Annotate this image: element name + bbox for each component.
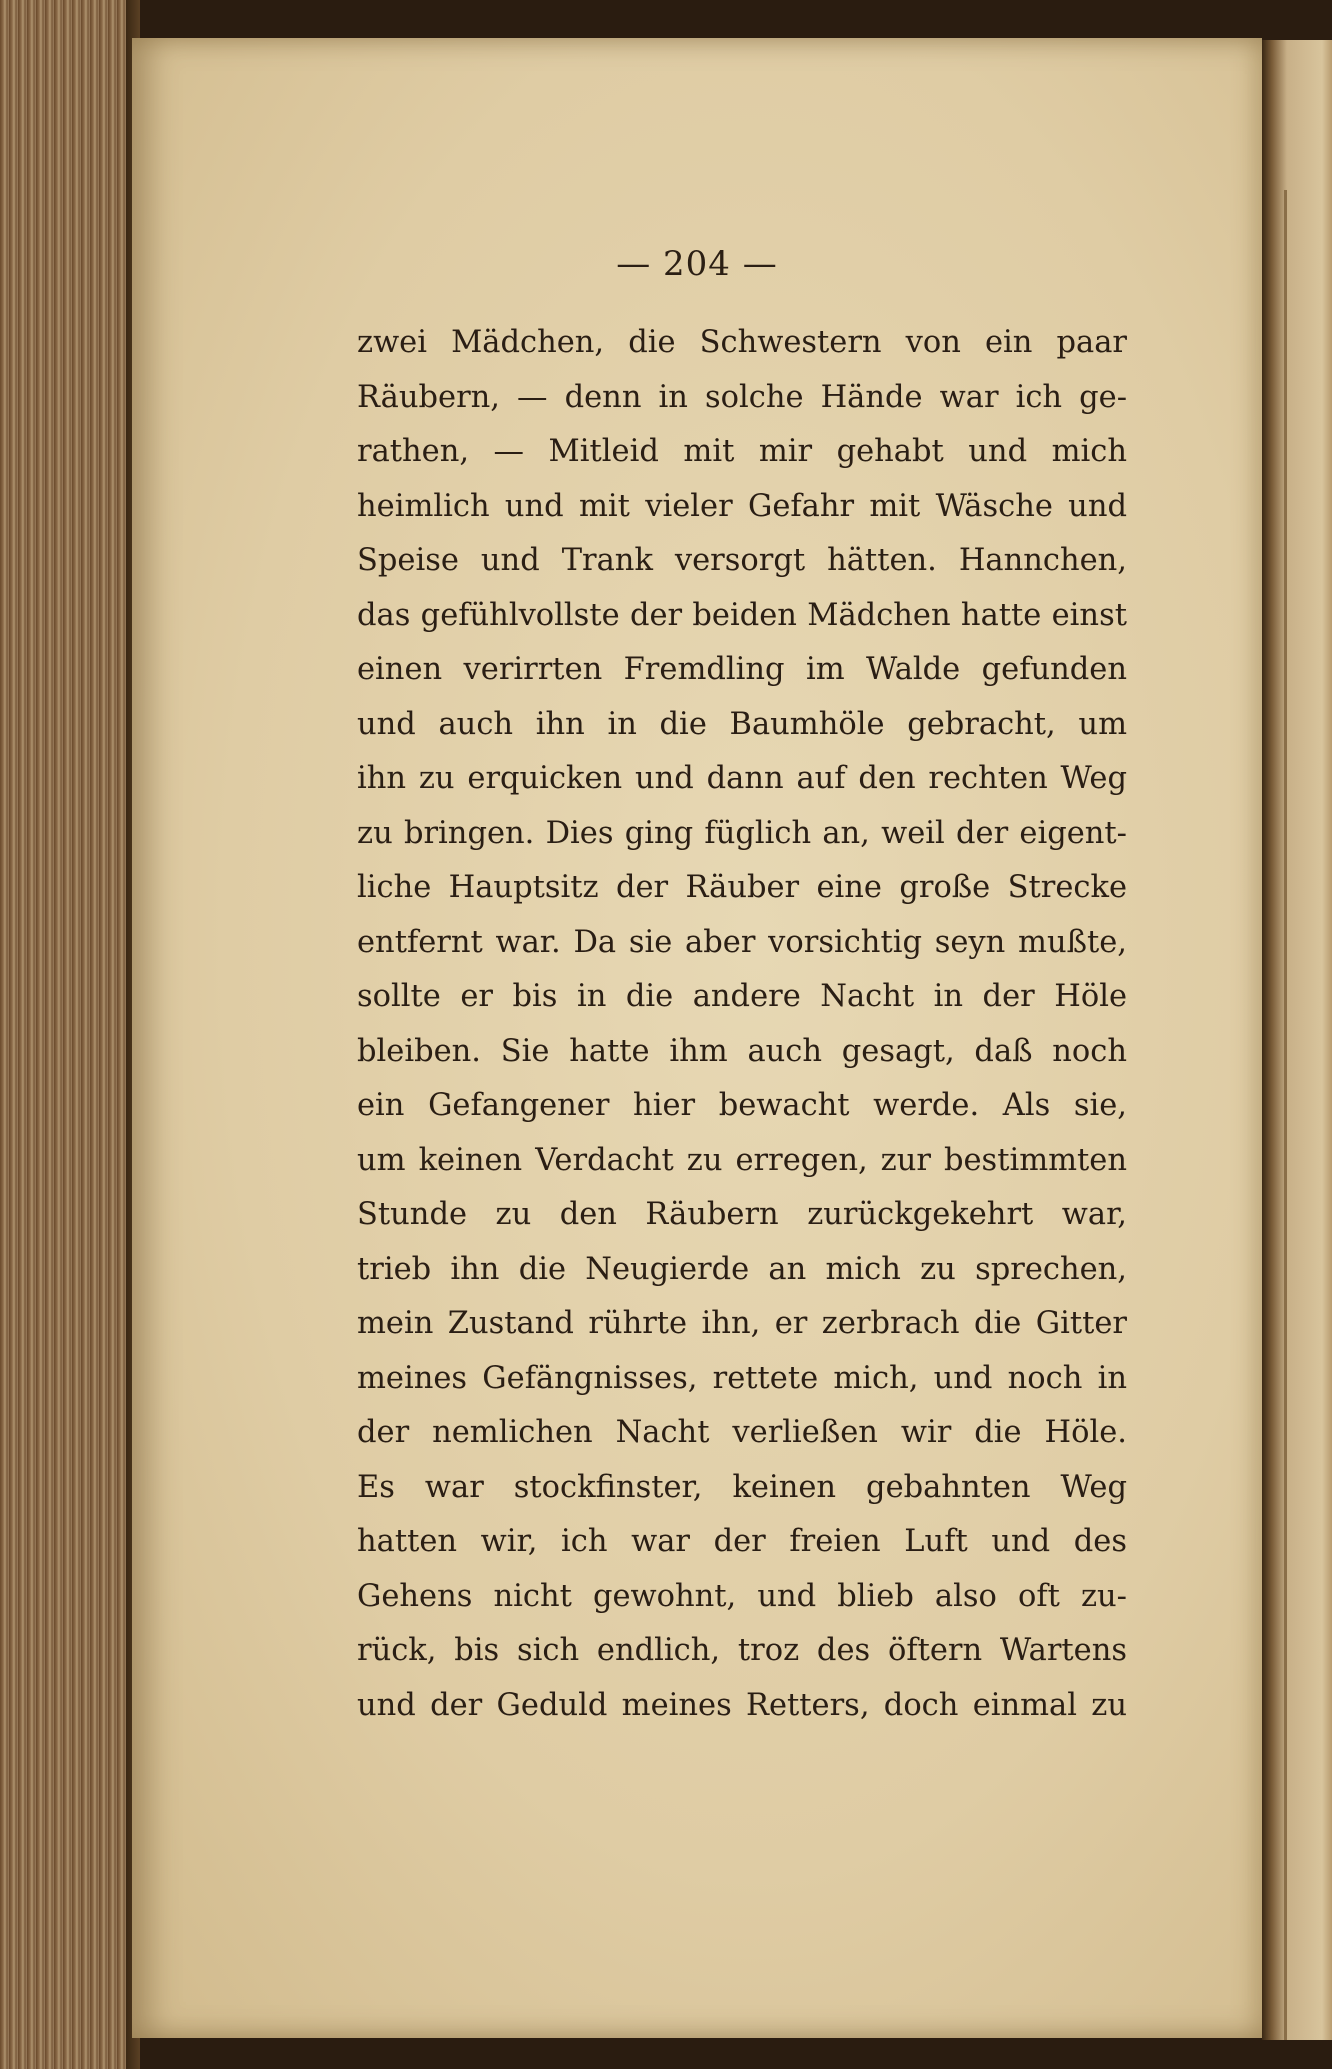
text-line: Stunde zu den Räubern zurückgekehrt war, <box>357 1197 1127 1232</box>
text-line: Räubern, — denn in solche Hände war ich ge- <box>357 379 1127 415</box>
right-page-edge <box>1262 40 1332 2040</box>
text-line: Es war stockfinster, keinen gebahnten Weg <box>357 1469 1127 1505</box>
text-line: einen verirrten Fremdling im Walde gefunden <box>357 652 1127 687</box>
text-line: ihn zu erquicken und dann auf den rechten Weg <box>357 761 1127 796</box>
text-line: entfernt war. Da sie aber vorsichtig seyn mußte, <box>357 924 1127 960</box>
text-line: rathen, — Mitleid mit mir gehabt und mich <box>357 434 1127 469</box>
text-line: um keinen Verdacht zu erregen, zur bestimmten <box>357 1142 1127 1178</box>
text-line: liche Hauptsitz der Räuber eine große Strecke <box>357 870 1127 905</box>
page-number: — 204 — <box>616 244 778 284</box>
text-line: zwei Mädchen, die Schwestern von ein paar <box>357 325 1127 360</box>
text-line: der nemlichen Nacht verließen wir die Höle. <box>357 1415 1127 1450</box>
text-line: Gehens nicht gewohnt, und blieb also oft zu- <box>357 1578 1127 1614</box>
text-line: mein Zustand rührte ihn, er zerbrach die Gitter <box>357 1306 1127 1341</box>
text-line: und der Geduld meines Retters, doch einmal zu <box>357 1687 1127 1723</box>
text-line: zu bringen. Dies ging füglich an, weil der eigent- <box>357 815 1127 851</box>
text-line: trieb ihn die Neugierde an mich zu sprechen, <box>357 1251 1127 1287</box>
text-line: heimlich und mit vieler Gefahr mit Wäsche und <box>357 488 1127 524</box>
text-line: das gefühlvollste der beiden Mädchen hatte einst <box>357 597 1127 633</box>
book-page <box>132 38 1262 2038</box>
text-line: bleiben. Sie hatte ihm auch gesagt, daß noch <box>357 1033 1127 1069</box>
text-line: und auch ihn in die Baumhöle gebracht, um <box>357 706 1127 742</box>
text-line: meines Gefängnisses, rettete mich, und noch in <box>357 1360 1127 1396</box>
text-line: Speise und Trank versorgt hätten. Hannchen, <box>357 543 1127 578</box>
text-line: ein Gefangener hier bewacht werde. Als sie, <box>357 1088 1127 1123</box>
text-line: hatten wir, ich war der freien Luft und des <box>357 1524 1127 1559</box>
page-edge-line <box>1284 190 1287 2040</box>
body-text <box>357 316 1127 1733</box>
book-page-edges <box>0 0 140 2069</box>
text-line: sollte er bis in die andere Nacht in der Höle <box>357 979 1127 1014</box>
text-line: rück, bis sich endlich, troz des öftern Wartens <box>357 1633 1127 1668</box>
